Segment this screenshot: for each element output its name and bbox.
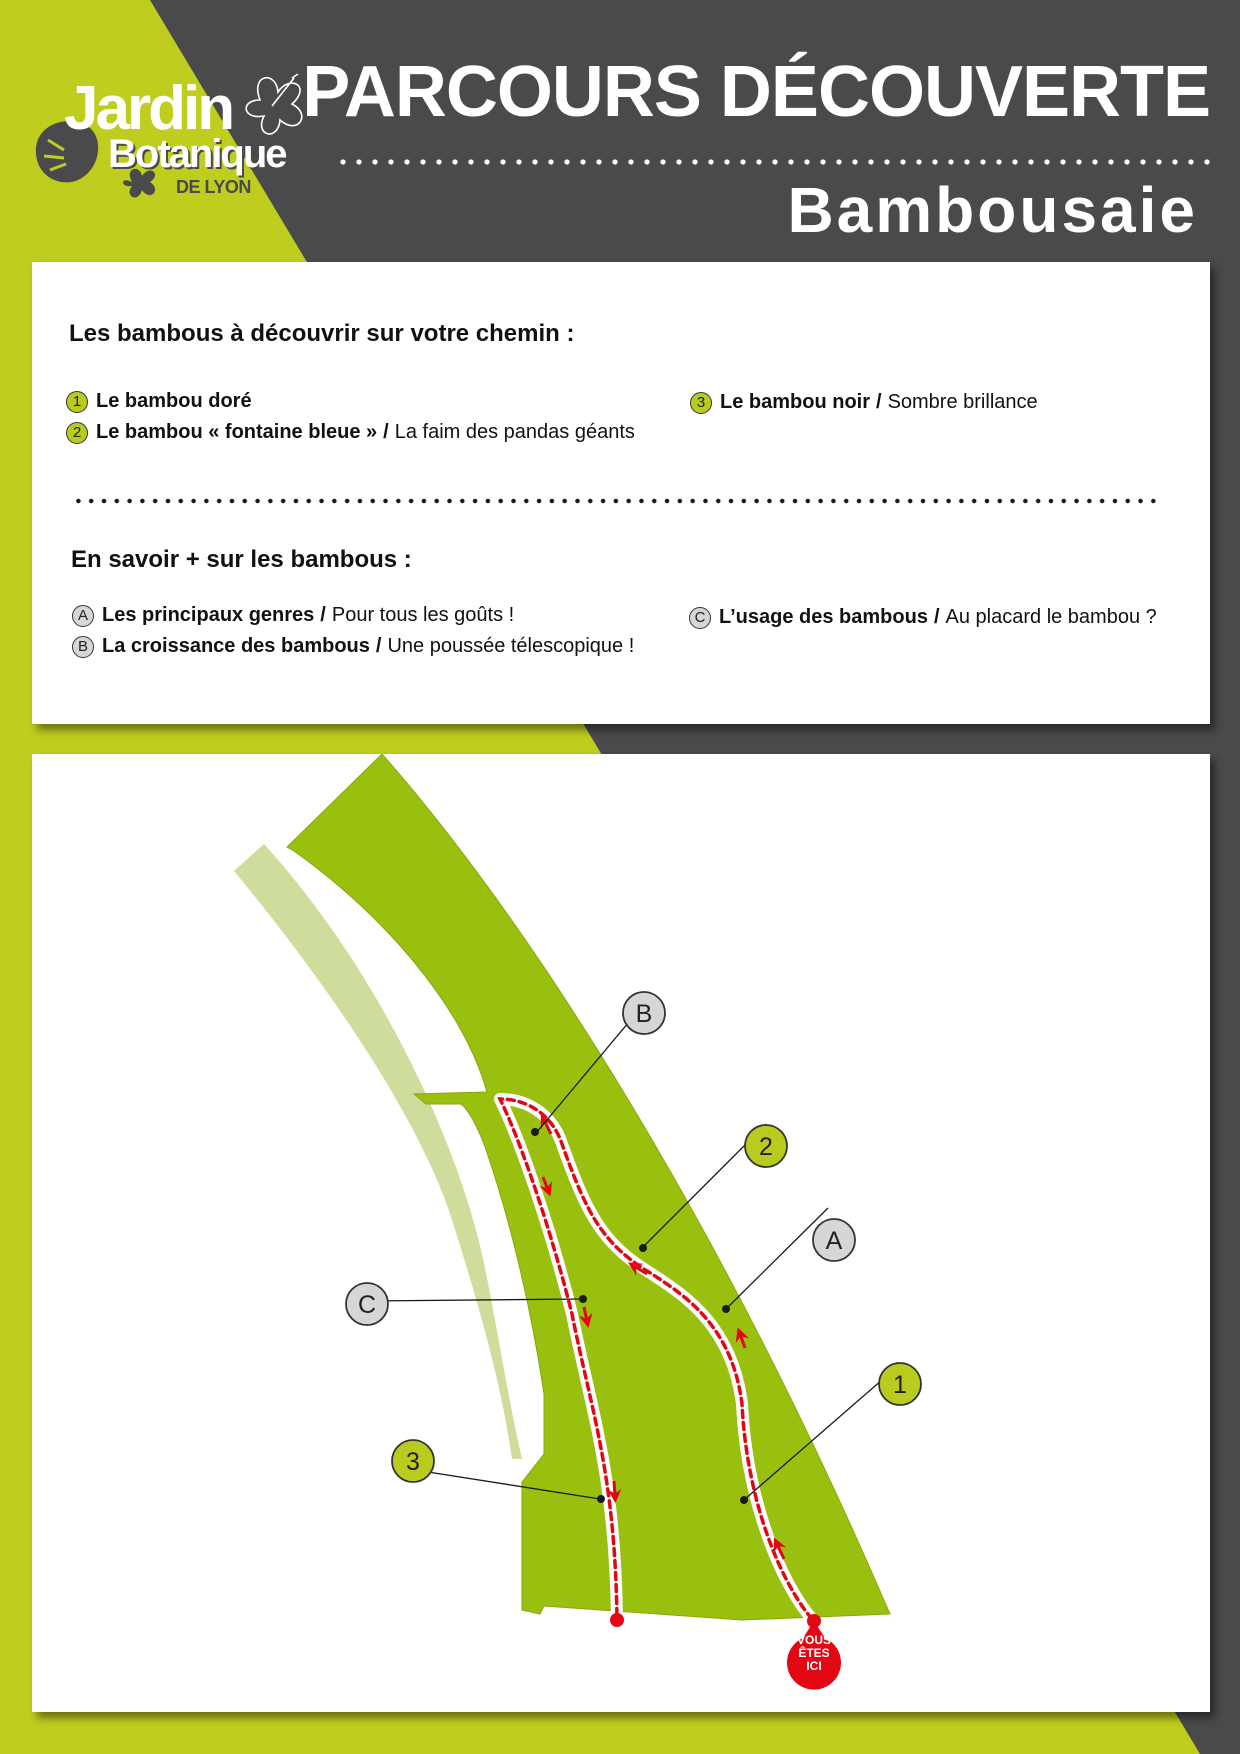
bamboo-legend-item xyxy=(690,391,1038,414)
slash-separator: / xyxy=(383,421,389,443)
bamboo-topic: Sombre brillance xyxy=(887,391,1038,413)
bamboo-topic: La faim des pandas géants xyxy=(394,421,635,443)
learn-more-name: La croissance des bambous xyxy=(102,635,370,657)
marker-badge: A xyxy=(72,605,94,627)
bamboo-legend-item xyxy=(66,390,252,413)
marker-label: B xyxy=(635,1000,653,1028)
bamboo-grove-main xyxy=(287,754,890,1620)
anchor-dot-c xyxy=(579,1295,587,1303)
learn-more-name: L’usage des bambous xyxy=(719,606,928,628)
info-panel xyxy=(32,262,1210,724)
learn-more-item xyxy=(72,604,514,627)
header-dotted-divider xyxy=(335,159,1210,165)
map-marker-1 xyxy=(879,1363,921,1405)
slash-separator: / xyxy=(320,604,326,626)
marker-badge: 2 xyxy=(66,422,88,444)
you-are-here-line2: ÊTES xyxy=(798,1646,830,1660)
route-arrow xyxy=(614,1481,615,1496)
learn-more-item xyxy=(72,635,634,658)
anchor-dot-1 xyxy=(740,1496,748,1504)
anchor-dot-2 xyxy=(639,1244,647,1252)
learn-more-name: Les principaux genres xyxy=(102,604,315,626)
marker-label: 3 xyxy=(406,1448,420,1476)
you-are-here-pin xyxy=(787,1621,841,1690)
logo-botanique-text: Botanique xyxy=(108,132,286,176)
marker-label: A xyxy=(825,1227,843,1255)
map-marker-2 xyxy=(745,1125,787,1167)
leader-line-a xyxy=(726,1208,828,1309)
bamboo-name: Le bambou doré xyxy=(96,390,252,412)
marker-label: 1 xyxy=(893,1371,907,1399)
logo-jardin-text: Jardin xyxy=(64,74,233,143)
slash-separator: / xyxy=(375,635,382,657)
marker-badge: B xyxy=(72,636,94,658)
bamboo-name: Le bambou noir xyxy=(720,391,870,413)
marker-badge: 1 xyxy=(66,391,88,413)
page-subtitle: Bambousaie xyxy=(787,174,1198,246)
learn-more-topic: Pour tous les goûts ! xyxy=(331,604,515,626)
marker-label: C xyxy=(357,1291,377,1319)
map-marker-c xyxy=(346,1283,388,1325)
page-title: PARCOURS DÉCOUVERTE xyxy=(302,52,1210,132)
hibiscus-flower-icon xyxy=(246,74,302,134)
bamboos-heading: Les bambous à découvrir sur votre chemin : xyxy=(69,320,575,347)
map-panel xyxy=(32,754,1210,1712)
marker-label: 2 xyxy=(759,1133,773,1161)
marker-badge: C xyxy=(689,607,711,629)
map-marker-b xyxy=(623,992,665,1034)
bamboo-name: Le bambou « fontaine bleue » xyxy=(96,421,378,443)
anchor-dot-3 xyxy=(597,1495,605,1503)
learn-more-heading: En savoir + sur les bambous : xyxy=(71,546,412,573)
learn-more-item xyxy=(689,606,1157,629)
logo-de-lyon-text: DE LYON xyxy=(176,177,251,197)
dotted-separator xyxy=(72,498,1160,504)
anchor-dot-a xyxy=(722,1305,730,1313)
learn-more-topic: Au placard le bambou ? xyxy=(945,606,1157,628)
jardin-botanique-logo xyxy=(28,70,328,210)
map-marker-3 xyxy=(392,1440,434,1482)
slash-separator: / xyxy=(933,606,940,628)
marker-badge: 3 xyxy=(690,392,712,414)
route-end-dot xyxy=(610,1613,624,1627)
learn-more-topic: Une poussée télescopique ! xyxy=(387,635,635,657)
you-are-here-line3: ICI xyxy=(806,1659,822,1673)
anchor-dot-b xyxy=(531,1128,539,1136)
bamboo-legend-item xyxy=(66,421,635,444)
slash-separator: / xyxy=(876,391,882,413)
map-marker-a xyxy=(813,1219,855,1261)
you-are-here-line1: VOUS xyxy=(796,1633,832,1647)
